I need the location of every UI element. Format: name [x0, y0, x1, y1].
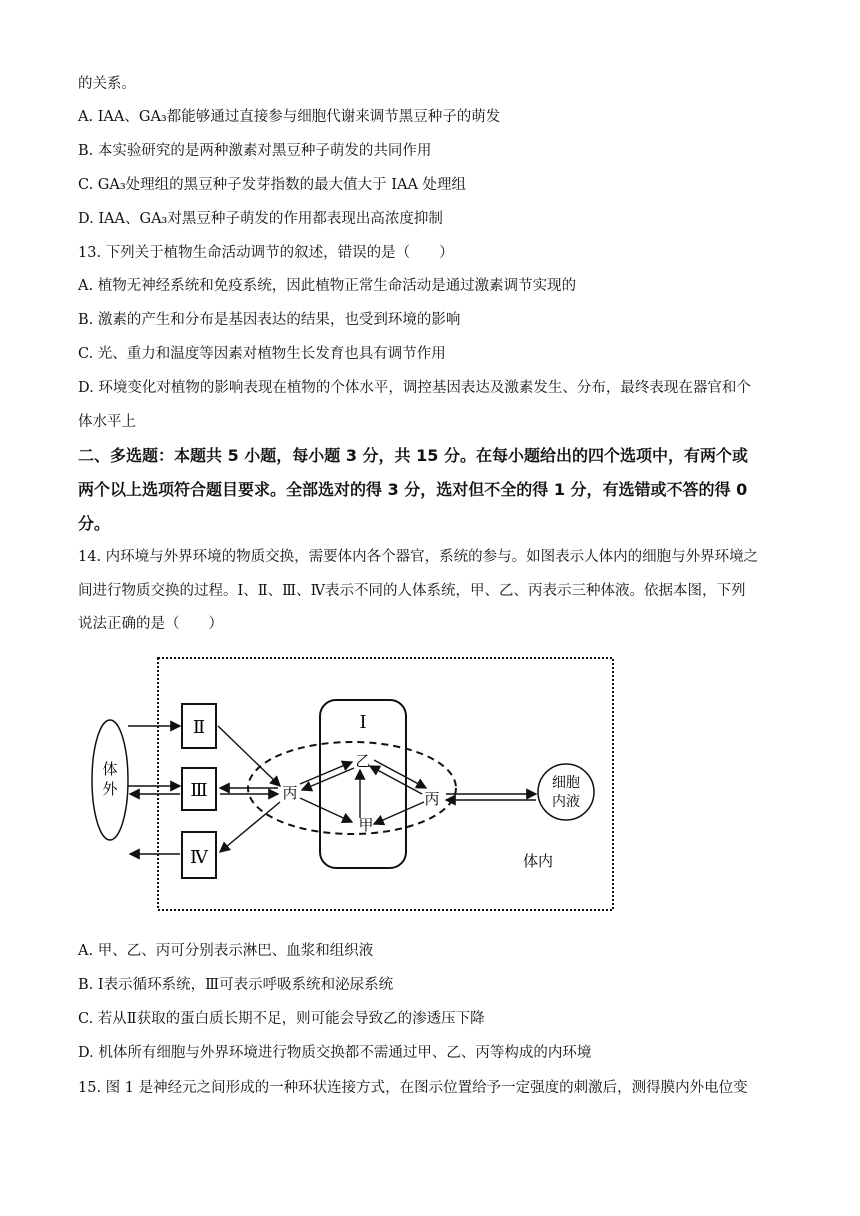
option-d: D. IAA、GA₃对黑豆种子萌发的作用都表现出高浓度抑制 [78, 211, 443, 227]
question-14-line3: 说法正确的是（ ） [78, 616, 223, 632]
fluid-b: 乙 [355, 752, 371, 770]
section-heading: 二、多选题：本题共 5 小题，每小题 3 分，共 15 分。在每小题给出的四个选项中，有两个或 [78, 446, 748, 465]
system-1-label: Ⅰ [359, 712, 367, 733]
question-14: 14. 内环境与外界环境的物质交换，需要体内各个器官，系统的参与。如图表示人体内的细胞与外界环境之 [78, 549, 759, 565]
question-13: 13. 下列关于植物生命活动调节的叙述，错误的是（ ） [78, 245, 454, 261]
outside-label-1: 体外 [102, 760, 118, 798]
q14-option-b: B. Ⅰ表示循环系统，Ⅲ可表示呼吸系统和泌尿系统 [78, 977, 394, 993]
system-3-label: Ⅲ [190, 780, 208, 801]
system-2-label: Ⅱ [192, 717, 206, 738]
question-15: 15. 图 1 是神经元之间形成的一种环状连接方式，在图示位置给予一定强度的刺激后，测得膜内外电位变 [78, 1080, 748, 1096]
exchange-diagram [90, 652, 620, 918]
text-line: 的关系。 [78, 76, 136, 92]
inside-label: 体内 [522, 852, 554, 870]
question-14-line2: 间进行物质交换的过程。Ⅰ、Ⅱ、Ⅲ、Ⅳ表示不同的人体系统，甲、乙、丙表示三种体液。依据本图，下列 [78, 583, 746, 599]
q13-option-c: C. 光、重力和温度等因素对植物生长发育也具有调节作用 [78, 346, 446, 362]
system-4-label: Ⅳ [190, 847, 208, 868]
section-heading-3: 分。 [78, 514, 111, 533]
cell-fluid-label-1: 细胞 [552, 775, 580, 791]
q13-option-a: A. 植物无神经系统和免疫系统，因此植物正常生命活动是通过激素调节实现的 [78, 278, 577, 294]
body-frame [158, 658, 613, 910]
q14-option-d: D. 机体所有细胞与外界环境进行物质交换都不需通过甲、乙、丙等构成的内环境 [78, 1045, 592, 1061]
q13-option-b: B. 激素的产生和分布是基因表达的结果，也受到环境的影响 [78, 312, 461, 328]
option-b: B. 本实验研究的是两种激素对黑豆种子萌发的共同作用 [78, 143, 432, 159]
q14-option-c: C. 若从Ⅱ获取的蛋白质长期不足，则可能会导致乙的渗透压下降 [78, 1011, 485, 1027]
section-heading-2: 两个以上选项符合题目要求。全部选对的得 3 分，选对但不全的得 1 分，有选错或不答的得 0 [78, 480, 748, 499]
q13-option-d-cont: 体水平上 [78, 414, 136, 430]
cell-fluid-label-2: 内液 [552, 794, 580, 810]
option-c: C. GA₃处理组的黑豆种子发芽指数的最大值大于 IAA 处理组 [78, 177, 467, 193]
q13-option-d: D. 环境变化对植物的影响表现在植物的个体水平，调控基因表达及激素发生、分布，最终表现在器官和个 [78, 380, 751, 396]
q14-option-a: A. 甲、乙、丙可分别表示淋巴、血浆和组织液 [78, 943, 374, 959]
cell-fluid-circle [538, 764, 594, 820]
fluid-c-right: 丙 [424, 790, 440, 808]
fluid-a: 甲 [358, 816, 374, 834]
option-a: A. IAA、GA₃都能够通过直接参与细胞代谢来调节黑豆种子的萌发 [78, 109, 501, 125]
fluid-c-left: 丙 [282, 784, 298, 802]
